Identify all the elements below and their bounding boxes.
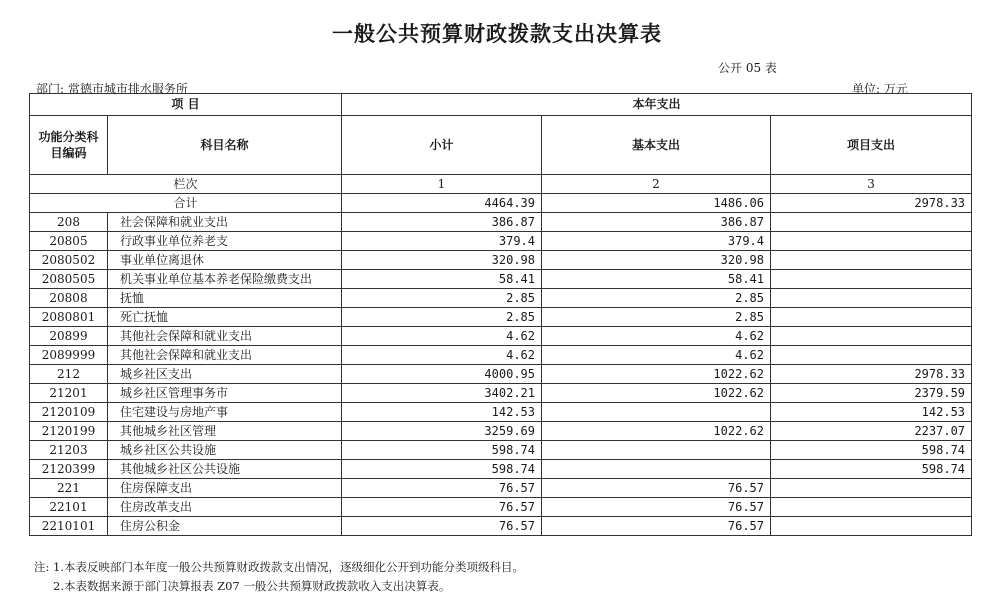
row-code: 20899 [30, 327, 108, 346]
row-code: 2080505 [30, 270, 108, 289]
row-code: 212 [30, 365, 108, 384]
table-row [30, 517, 972, 536]
row-subtotal: 598.74 [342, 441, 542, 460]
data-rows [30, 213, 972, 536]
row-basic: 2.85 [542, 308, 771, 327]
unit-label: 单位: 万元 [852, 82, 908, 96]
row-project: 142.53 [771, 403, 972, 422]
row-project [771, 327, 972, 346]
table-row [30, 365, 972, 384]
row-project [771, 213, 972, 232]
col-index-3: 3 [771, 175, 972, 194]
row-code: 21201 [30, 384, 108, 403]
row-code: 2080502 [30, 251, 108, 270]
expenditure-table [29, 93, 972, 536]
row-name: 其他社会保障和就业支出 [108, 346, 342, 365]
header-func-code: 功能分类科目编码 [30, 116, 108, 175]
row-name: 住宅建设与房地产事 [108, 403, 342, 422]
row-basic [542, 460, 771, 479]
table-row [30, 289, 972, 308]
row-label: 栏次 [30, 175, 342, 194]
row-subtotal: 320.98 [342, 251, 542, 270]
row-subtotal: 76.57 [342, 517, 542, 536]
row-basic: 76.57 [542, 498, 771, 517]
table-row [30, 251, 972, 270]
table-row [30, 232, 972, 251]
row-name: 其他社会保障和就业支出 [108, 327, 342, 346]
row-basic: 76.57 [542, 479, 771, 498]
row-subtotal: 3402.21 [342, 384, 542, 403]
header-item: 项 目 [30, 94, 342, 116]
note-1: 注: 1.本表反映部门本年度一般公共预算财政拨款支出情况，逐级细化公开到功能分类项级科目。 [34, 560, 524, 574]
row-code: 2120199 [30, 422, 108, 441]
table-row [30, 422, 972, 441]
row-basic: 386.87 [542, 213, 771, 232]
row-project [771, 498, 972, 517]
header-subtotal: 小计 [342, 116, 542, 175]
row-code: 2120109 [30, 403, 108, 422]
row-subtotal: 598.74 [342, 460, 542, 479]
row-basic: 379.4 [542, 232, 771, 251]
row-subtotal: 76.57 [342, 498, 542, 517]
row-name: 城乡社区公共设施 [108, 441, 342, 460]
header-row-columns [30, 116, 972, 175]
total-subtotal: 4464.39 [342, 194, 542, 213]
row-basic: 4.62 [542, 327, 771, 346]
row-project [771, 251, 972, 270]
row-subtotal: 2.85 [342, 289, 542, 308]
row-project: 598.74 [771, 460, 972, 479]
header-subject-name: 科目名称 [108, 116, 342, 175]
row-subtotal: 386.87 [342, 213, 542, 232]
row-basic: 1022.62 [542, 422, 771, 441]
department-label: 部门: 常德市城市排水服务所 [36, 82, 188, 96]
row-subtotal: 58.41 [342, 270, 542, 289]
total-row [30, 194, 972, 213]
row-name: 社会保障和就业支出 [108, 213, 342, 232]
row-name: 住房改革支出 [108, 498, 342, 517]
note-2: 2.本表数据来源于部门决算报表 Z07 一般公共预算财政拨款收入支出决算表。 [53, 579, 451, 593]
row-project [771, 270, 972, 289]
table-row [30, 308, 972, 327]
row-project: 598.74 [771, 441, 972, 460]
row-code: 21203 [30, 441, 108, 460]
row-project: 2978.33 [771, 365, 972, 384]
row-basic: 2.85 [542, 289, 771, 308]
row-basic: 58.41 [542, 270, 771, 289]
row-project [771, 479, 972, 498]
row-name: 住房保障支出 [108, 479, 342, 498]
table-row [30, 346, 972, 365]
table-row [30, 460, 972, 479]
row-subtotal: 76.57 [342, 479, 542, 498]
header-row-index [30, 175, 972, 194]
total-basic: 1486.06 [542, 194, 771, 213]
row-project [771, 232, 972, 251]
row-code: 20805 [30, 232, 108, 251]
row-basic [542, 441, 771, 460]
row-name: 城乡社区支出 [108, 365, 342, 384]
row-code: 22101 [30, 498, 108, 517]
row-project: 2379.59 [771, 384, 972, 403]
row-name: 住房公积金 [108, 517, 342, 536]
row-name: 行政事业单位养老支 [108, 232, 342, 251]
row-subtotal: 4.62 [342, 327, 542, 346]
table-row [30, 213, 972, 232]
table-row [30, 327, 972, 346]
table-row [30, 384, 972, 403]
row-subtotal: 2.85 [342, 308, 542, 327]
header-row-top [30, 94, 972, 116]
row-code: 208 [30, 213, 108, 232]
header-basic: 基本支出 [542, 116, 771, 175]
row-project [771, 308, 972, 327]
row-basic: 320.98 [542, 251, 771, 270]
row-basic [542, 403, 771, 422]
row-name: 事业单位离退休 [108, 251, 342, 270]
row-subtotal: 4.62 [342, 346, 542, 365]
row-subtotal: 4000.95 [342, 365, 542, 384]
header-project: 项目支出 [771, 116, 972, 175]
table-row [30, 479, 972, 498]
row-basic: 1022.62 [542, 365, 771, 384]
row-code: 2080801 [30, 308, 108, 327]
table-row [30, 403, 972, 422]
row-code: 20808 [30, 289, 108, 308]
table-row [30, 498, 972, 517]
col-index-2: 2 [542, 175, 771, 194]
row-project [771, 346, 972, 365]
page-title: 一般公共预算财政拨款支出决算表 [332, 22, 662, 46]
row-code: 2120399 [30, 460, 108, 479]
total-project: 2978.33 [771, 194, 972, 213]
header-current-year: 本年支出 [342, 94, 972, 116]
form-code: 公开 05 表 [718, 61, 777, 75]
row-subtotal: 379.4 [342, 232, 542, 251]
row-name: 机关事业单位基本养老保险缴费支出 [108, 270, 342, 289]
row-name: 死亡抚恤 [108, 308, 342, 327]
row-subtotal: 3259.69 [342, 422, 542, 441]
table-row [30, 441, 972, 460]
row-code: 221 [30, 479, 108, 498]
total-label: 合计 [30, 194, 342, 213]
row-name: 其他城乡社区公共设施 [108, 460, 342, 479]
row-project [771, 517, 972, 536]
row-project [771, 289, 972, 308]
row-basic: 4.62 [542, 346, 771, 365]
row-code: 2089999 [30, 346, 108, 365]
row-basic: 76.57 [542, 517, 771, 536]
row-basic: 1022.62 [542, 384, 771, 403]
row-project: 2237.07 [771, 422, 972, 441]
row-code: 2210101 [30, 517, 108, 536]
row-name: 其他城乡社区管理 [108, 422, 342, 441]
row-name: 城乡社区管理事务市 [108, 384, 342, 403]
row-name: 抚恤 [108, 289, 342, 308]
row-subtotal: 142.53 [342, 403, 542, 422]
table-row [30, 270, 972, 289]
col-index-1: 1 [342, 175, 542, 194]
